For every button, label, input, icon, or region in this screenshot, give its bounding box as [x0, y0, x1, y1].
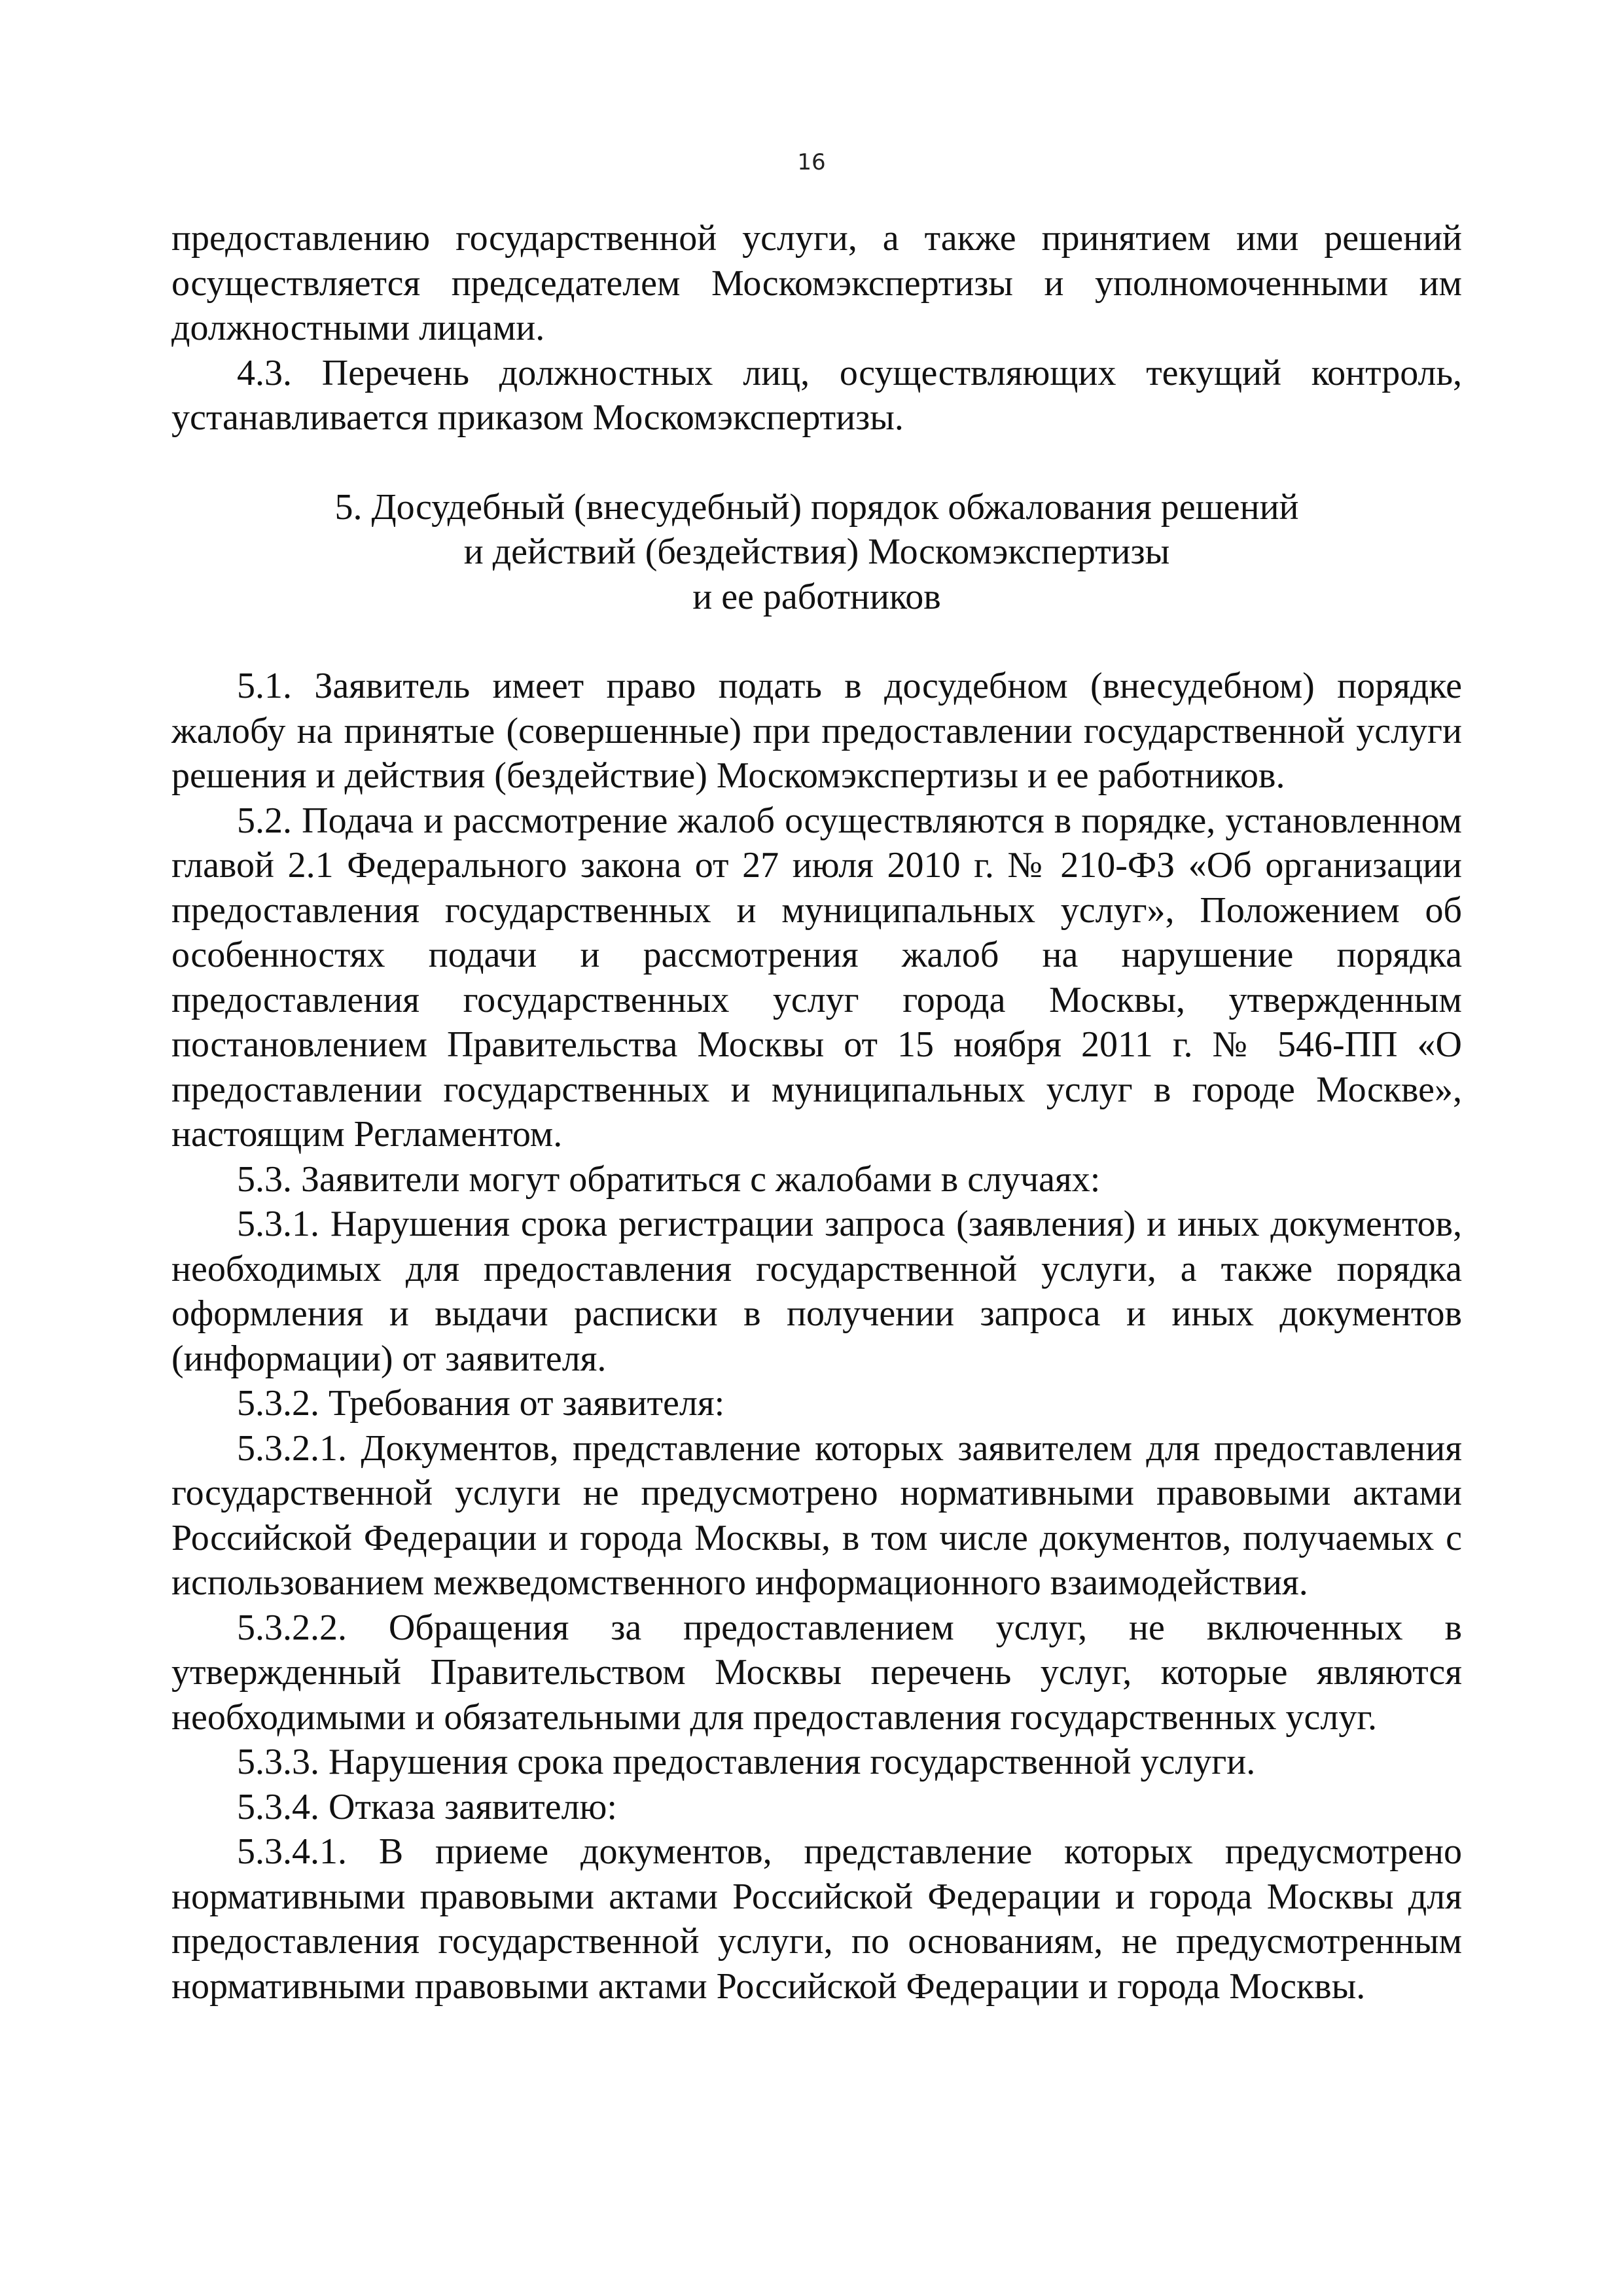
section-5-heading-line-1: 5. Досудебный (внесудебный) порядок обжалования решений	[334, 486, 1299, 528]
paragraph-5-3: 5.3. Заявители могут обратиться с жалобами в случаях:	[237, 1158, 1101, 1200]
document-body	[171, 216, 1462, 2009]
paragraph-4-3: 4.3. Перечень должностных лиц, осуществляющих текущий контроль, устанавливается приказом Москомэкспертизы.	[171, 352, 1462, 438]
paragraph-5-3-3: 5.3.3. Нарушения срока предоставления государственной услуги.	[237, 1742, 1256, 1782]
paragraph-5-3-2-2: 5.3.2.2. Обращения за предоставлением услуг, не включенных в утвержденный Правительством Москвы перечень услуг, которые являются необходимыми и обязательными для предоставления государственных услуг.	[171, 1607, 1462, 1738]
paragraph-5-3-4-1: 5.3.4.1. В приеме документов, представление которых предусмотрено нормативными правовыми актами Российской Федерации и города Москвы для предоставления государственной услуги, по основаниям, не предусмотренным нормативными правовыми актами Российской Федерации и города Москвы.	[171, 1831, 1462, 2007]
paragraph-5-3-4: 5.3.4. Отказа заявителю:	[237, 1786, 617, 1827]
paragraph-5-2: 5.2. Подача и рассмотрение жалоб осуществляются в порядке, установленном главой 2.1 Федерального закона от 27 июля 2010 г. № 210-ФЗ «Об организации предоставления государственных и муниципальных услуг», Положением об особенностях подачи и рассмотрения жалоб на нарушение порядка предоставления государственных услуг города Москвы, утвержденным постановлением Правительства Москвы от 15 ноября 2011 г. № 546-ПП «О предоставлении государственных и муниципальных услуг в городе Москве», настоящим Регламентом.	[171, 800, 1462, 1155]
section-5-heading-line-3: и ее работников	[692, 576, 941, 617]
paragraph-5-3-2: 5.3.2. Требования от заявителя:	[237, 1383, 725, 1424]
paragraph-5-3-2-1: 5.3.2.1. Документов, представление которых заявителем для предоставления государственной услуги не предусмотрено нормативными правовыми актами Российской Федерации и города Москвы, в том числе документов, получаемых с использованием межведомственного информационного взаимодействия.	[171, 1427, 1462, 1603]
page-number: 16	[797, 149, 826, 175]
paragraph-continuation: предоставлению государственной услуги, а также принятием ими решений осуществляется председателем Москомэкспертизы и уполномоченными им должностными лицами.	[171, 218, 1462, 348]
paragraph-5-3-1: 5.3.1. Нарушения срока регистрации запроса (заявления) и иных документов, необходимых для предоставления государственной услуги, а также порядка оформления и выдачи расписки в получении запроса и иных документов (информации) от заявителя.	[171, 1204, 1462, 1379]
section-5-heading	[171, 485, 1462, 620]
paragraph-5-1: 5.1. Заявитель имеет право подать в досудебном (внесудебном) порядке жалобу на принятые (совершенные) при предоставлении государственной услуги решения и действия (бездействие) Москомэкспертизы и ее работников.	[171, 666, 1462, 796]
section-5-heading-line-2: и действий (бездействия) Москомэкспертизы	[463, 531, 1170, 572]
